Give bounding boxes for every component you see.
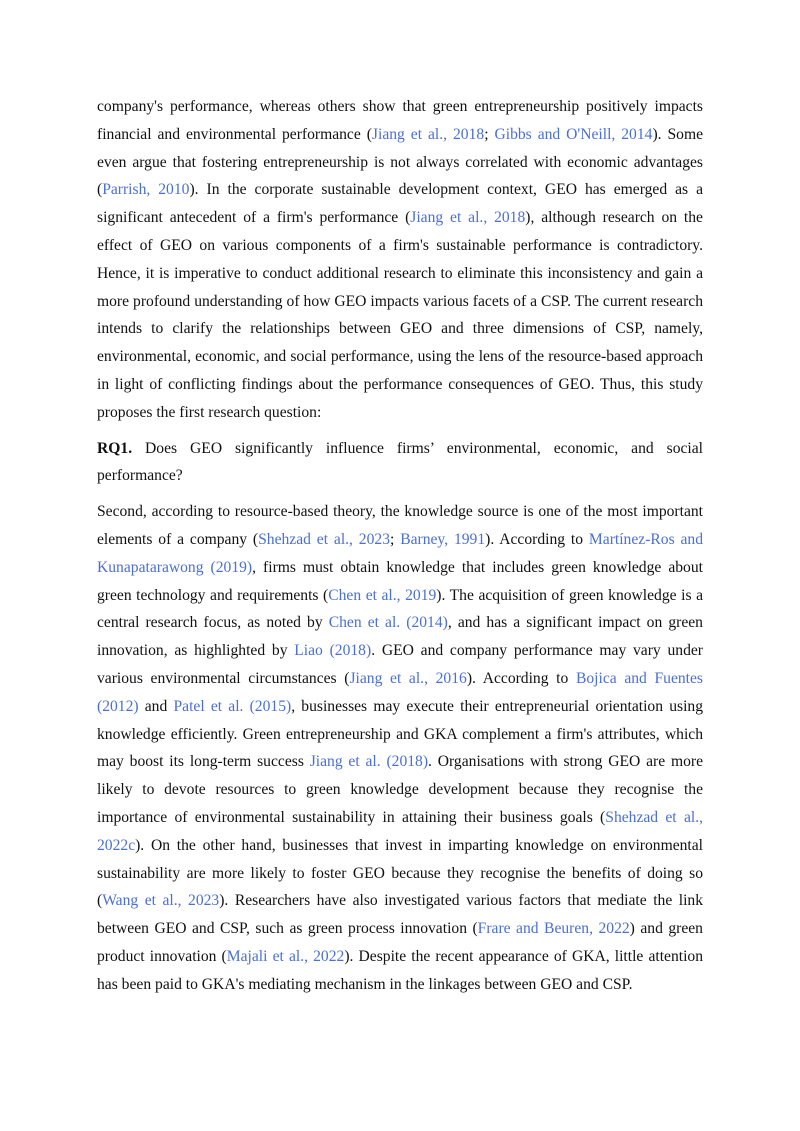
citation-link[interactable]: Jiang et al. (2018) <box>309 753 429 771</box>
body-text: ). In the corporate sustainable development context, GEO has emerged as a significant antecedent of a firm's performance ( <box>97 181 703 227</box>
body-text: , and has a significant impact on green innovation, as highlighted by <box>97 614 703 660</box>
citation-link[interactable]: Bojica and Fuentes (2012) <box>97 669 704 715</box>
citation-link[interactable]: Martínez-Ros and Kunapatarawong (2019) <box>97 530 704 576</box>
body-text: ). Despite the recent appearance of GKA, little attention has been paid to GKA's mediating mechanism in the linkages between GEO and CSP. <box>97 947 704 993</box>
citation-link[interactable]: Shehzad et al., 2023 <box>258 530 390 548</box>
citation-link[interactable]: Patel et al. (2015) <box>173 697 292 715</box>
citation-link[interactable]: Parrish, 2010 <box>102 181 190 199</box>
body-text: Does GEO significantly influence firms’ environmental, economic, and social performance? <box>97 439 703 485</box>
citation-link[interactable]: Barney, 1991 <box>400 530 486 548</box>
body-text: ). Some even argue that fostering entrepreneurship is not always correlated with economic advantages ( <box>97 125 704 199</box>
body-text: , firms must obtain knowledge that includes green knowledge about green technology and requirements ( <box>97 558 703 604</box>
body-text: . Organisations with strong GEO are more likely to devote resources to green knowledge development because they recognise the importance of environmental sustainability in attaining their business goals ( <box>97 753 703 826</box>
body-text: ). According to <box>466 669 576 687</box>
body-text: ; <box>484 125 495 143</box>
citation-link[interactable]: Liao (2018) <box>294 642 372 660</box>
body-text: company's performance, whereas others show that green entrepreneurship positively impacts financial and environmental performance ( <box>97 98 703 143</box>
body-text: , businesses may execute their entrepreneurial orientation using knowledge efficiently. Green entrepreneurship and GKA complement a firm's attributes, which may boost its long-term success <box>97 697 704 771</box>
citation-link[interactable]: Jiang et al., 2018 <box>410 209 526 227</box>
body-text: Second, according to resource-based theory, the knowledge source is one of the most important elements of a company ( <box>97 503 703 548</box>
citation-link[interactable]: Wang et al., 2023 <box>102 892 220 910</box>
citation-link[interactable]: Shehzad et al., 2022c <box>97 808 703 854</box>
citation-link[interactable]: Chen et al., 2019 <box>328 586 437 604</box>
citation-link[interactable]: Jiang et al., 2016 <box>349 669 467 687</box>
page-body <box>97 93 703 999</box>
paragraph-knowledge-resource <box>97 498 703 998</box>
body-text: ). On the other hand, businesses that invest in imparting knowledge on environmental sustainability are more likely to foster GEO because they recognise the benefits of doing so ( <box>97 836 703 910</box>
research-question-1 <box>97 435 703 491</box>
body-text: ). According to <box>485 530 589 548</box>
body-text: . GEO and company performance may vary under various environmental circumstances ( <box>97 642 703 687</box>
citation-link[interactable]: Frare and Beuren, 2022 <box>477 920 630 938</box>
research-question-label: RQ1. <box>97 439 133 457</box>
citation-link[interactable]: Chen et al. (2014) <box>328 614 448 632</box>
body-text: ) and green product innovation ( <box>97 920 703 965</box>
citation-link[interactable]: Gibbs and O'Neill, 2014 <box>494 125 653 143</box>
body-text: and <box>138 697 174 715</box>
body-text: ; <box>390 530 401 548</box>
body-text: ). Researchers have also investigated various factors that mediate the link between GEO and CSP, such as green process innovation ( <box>97 892 704 938</box>
citation-link[interactable]: Jiang et al., 2018 <box>371 125 485 143</box>
citation-link[interactable]: Majali et al., 2022 <box>226 947 345 965</box>
paragraph-performance-context <box>97 93 703 427</box>
body-text: ), although research on the effect of GEO on various components of a firm's sustainable performance is contradictory. Hence, it is imperative to conduct additional research to eliminate this inconsistency and gain a more profound understanding of how GEO impacts various facets of a CSP. The current research intends to clarify the relationships between GEO and three dimensions of CSP, namely, environmental, economic, and social performance, using the lens of the resource-based approach in light of conflicting findings about the performance consequences of GEO. Thus, this study proposes the first research question: <box>97 209 703 421</box>
body-text: ). The acquisition of green knowledge is a central research focus, as noted by <box>97 586 703 632</box>
